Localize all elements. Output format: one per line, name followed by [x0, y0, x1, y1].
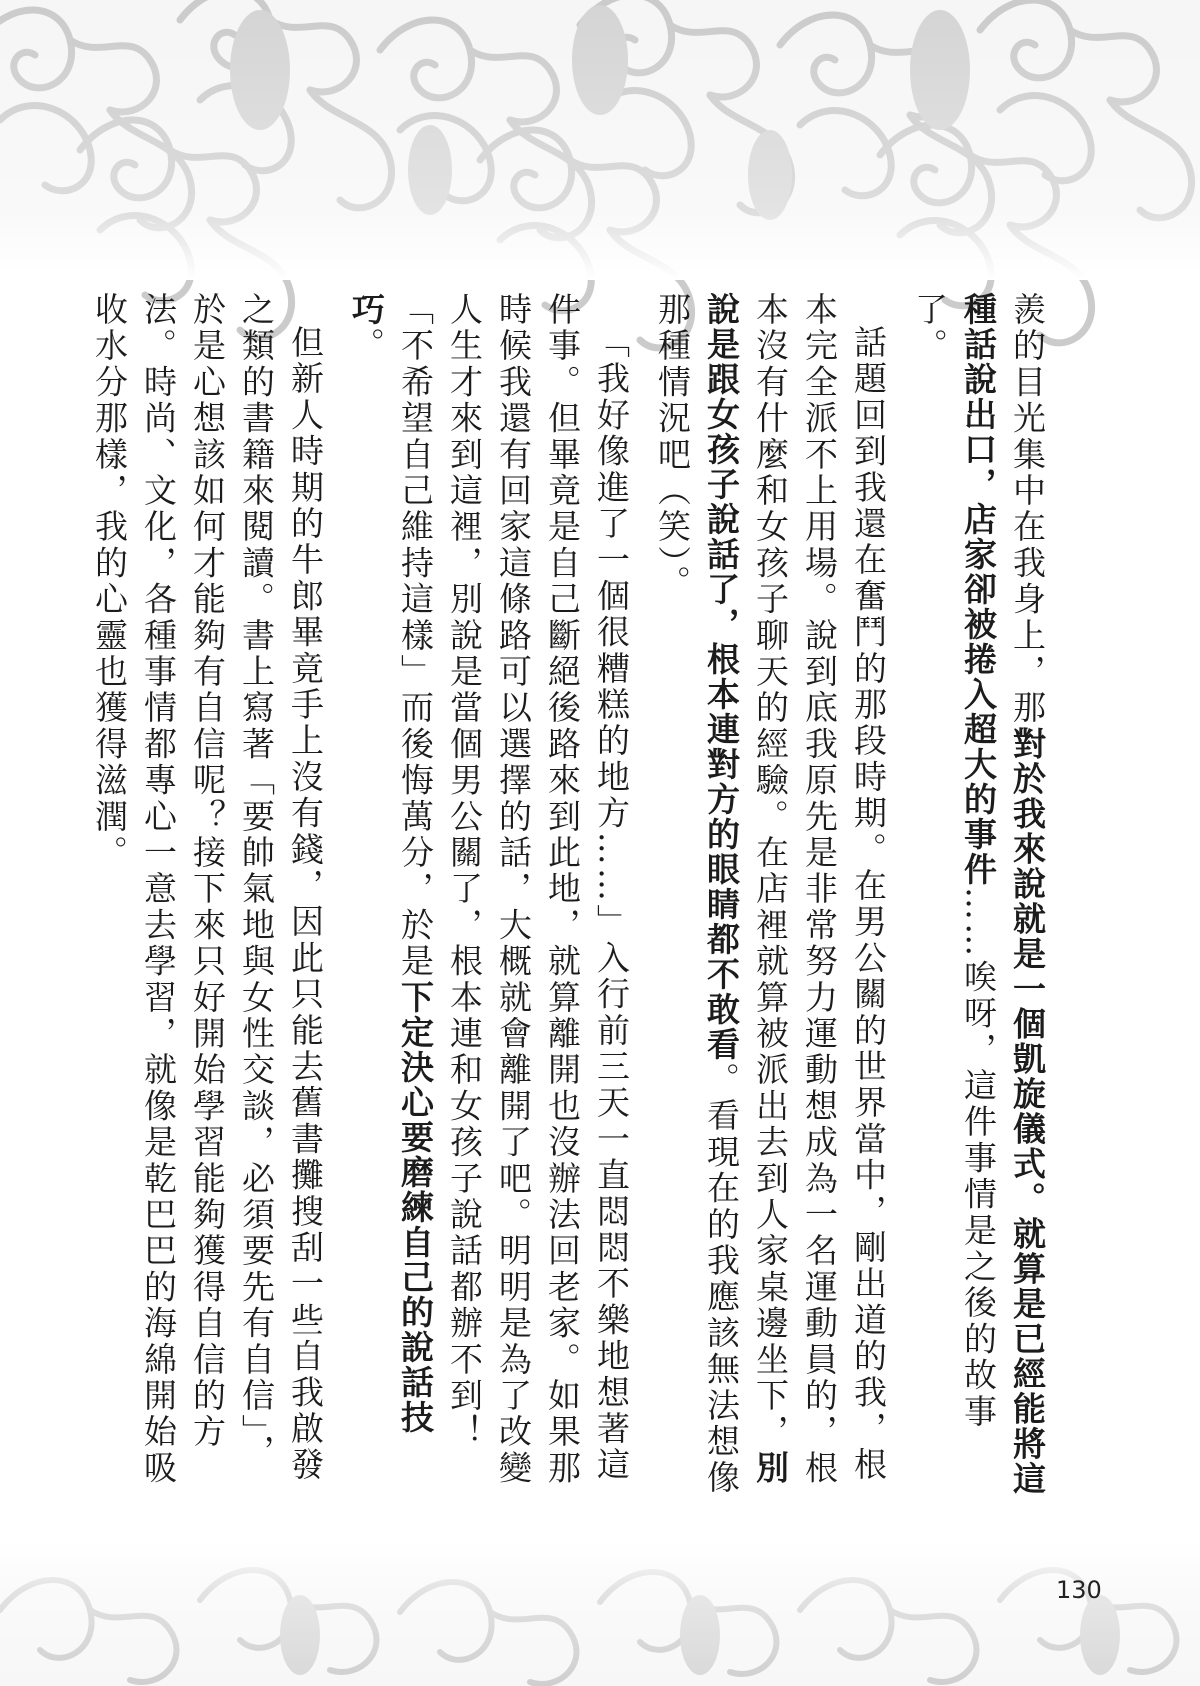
- paragraph: [342, 292, 636, 1502]
- text-segment: 。看現在的我應該無法想像那種情況吧（笑）。: [653, 292, 741, 1497]
- paragraph: [648, 292, 893, 1502]
- text-segment: 話題回到我還在奮鬥的那段時期。在男公關的世界當中，剛出道的我，根本完全派不上用場。說到底我原先是非常努力運動想成為一名運動員的，根本沒有什麼和女孩子聊天的經驗。在店裡就算被派出去到人家桌邊坐下，: [751, 292, 888, 1487]
- page-number: 130: [1056, 1576, 1102, 1604]
- vertical-body-text: [90, 292, 1052, 1502]
- text-segment: ……唉呀，這件事情是之後的故事了。: [910, 292, 998, 1430]
- text-segment: 羨的目光集中在我身上，那: [1008, 292, 1047, 727]
- damask-ornament-bottom: [0, 1540, 1200, 1686]
- bold-emphasis-text: 對於我來說就是一個凱旋儀式。就算是已經能將這種話說出口，店家卻被捲入超大的事件: [959, 292, 1047, 1497]
- bold-emphasis-text: 下定決心要磨練自己的說話技巧: [347, 292, 435, 1435]
- text-segment: 「我好像進了一個很糟糕的地方……」入行前三天一直悶悶不樂地想著這件事。但畢竟是自己斷絕後路來到此地，就算離開也沒辦法回老家。如果那時候我還有回家這條路可以選擇的話，大概就會離開了吧。明明是為了改變人生才來到這裡，別說是當個男公關了，根本連和女孩子說話都辦不到！「不希望自己維持這樣」而後悔萬分，於是: [396, 292, 631, 1487]
- paragraph: [905, 292, 1052, 1502]
- bold-emphasis-text: 別說是跟女孩子說話了，根本連對方的眼睛都不敢看: [702, 292, 790, 1486]
- damask-ornament-top: [0, 0, 1200, 280]
- text-segment: 但新人時期的牛郎畢竟手上沒有錢，因此只能去舊書攤搜刮一些自我啟發之類的書籍來閱讀。書上寫著「要帥氣地與女性交談，必須要先有自信」，於是心想該如何才能夠有自信呢？接下來只好開始學習能夠獲得自信的方法。時尚、文化，各種事情都專心一意去學習，就像是乾巴巴的海綿開始吸收水分那樣，我的心靈也獲得滋潤。: [90, 292, 325, 1487]
- text-segment: 。: [347, 327, 386, 364]
- paragraph: [85, 292, 330, 1502]
